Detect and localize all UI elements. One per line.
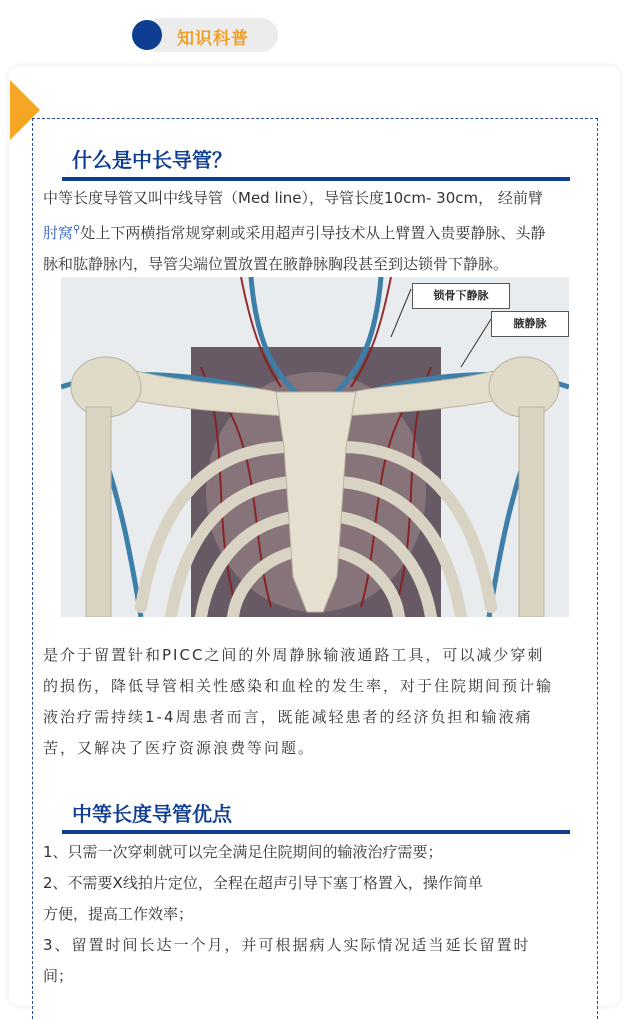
advantages-list bbox=[43, 837, 588, 992]
desc-line-3: 液治疗需持续1-4周患者而言，既能减轻患者的经济负担和输液痛 bbox=[43, 708, 533, 726]
intro-line-3: 脉和肱静脉内，导管尖端位置放置在腋静脉胸段甚至到达锁骨下静脉。 bbox=[43, 255, 509, 273]
desc-line-4: 苦，又解决了医疗资源浪费等问题。 bbox=[43, 739, 316, 757]
label-axillary-vein: 腋静脉 bbox=[491, 311, 569, 337]
intro-line-1: 中等长度导管又叫中线导管（Med line），导管长度10cm- 30cm， 经前臂 bbox=[43, 189, 543, 207]
link-elbow-fossa[interactable]: 肘窝 bbox=[43, 224, 74, 242]
badge-dot-icon bbox=[132, 20, 162, 50]
advantage-item-3b: 间； bbox=[43, 967, 74, 985]
advantage-item-1: 1、只需一次穿刺就可以完全满足住院期间的输液治疗需要； bbox=[43, 843, 443, 861]
label-subclavian-vein: 锁骨下静脉 bbox=[412, 283, 510, 309]
intro-line-2 bbox=[43, 214, 588, 249]
advantage-item-3a: 3、留置时间长达一个月，并可根据病人实际情况适当延长留置时 bbox=[43, 936, 531, 954]
intro-paragraph bbox=[43, 183, 588, 280]
title-underline bbox=[62, 177, 570, 181]
search-icon[interactable]: ⚲ bbox=[73, 224, 81, 235]
advantage-item-2b: 方便，提高工作效率； bbox=[43, 905, 194, 923]
desc-line-2: 的损伤，降低导管相关性感染和血栓的发生率，对于住院期间预计输 bbox=[43, 677, 554, 695]
advantage-item-2a: 2、不需要X线拍片定位，全程在超声引导下塞丁格置入，操作简单 bbox=[43, 874, 483, 892]
badge-label: 知识科普 bbox=[177, 29, 249, 49]
description-paragraph bbox=[43, 640, 588, 764]
section-title-advantages: 中等长度导管优点 bbox=[72, 802, 232, 826]
category-badge bbox=[132, 18, 278, 52]
section-title-what: 什么是中长导管？ bbox=[72, 148, 232, 172]
desc-line-1: 是介于留置针和PICC之间的外周静脉输液通路工具，可以减少穿刺 bbox=[43, 646, 545, 664]
chest-anatomy-image bbox=[61, 277, 569, 617]
title-underline bbox=[62, 830, 570, 834]
intro-line-2-text: 处上下两横指常规穿刺或采用超声引导技术从上臂置入贵要静脉、头静 bbox=[80, 224, 546, 242]
